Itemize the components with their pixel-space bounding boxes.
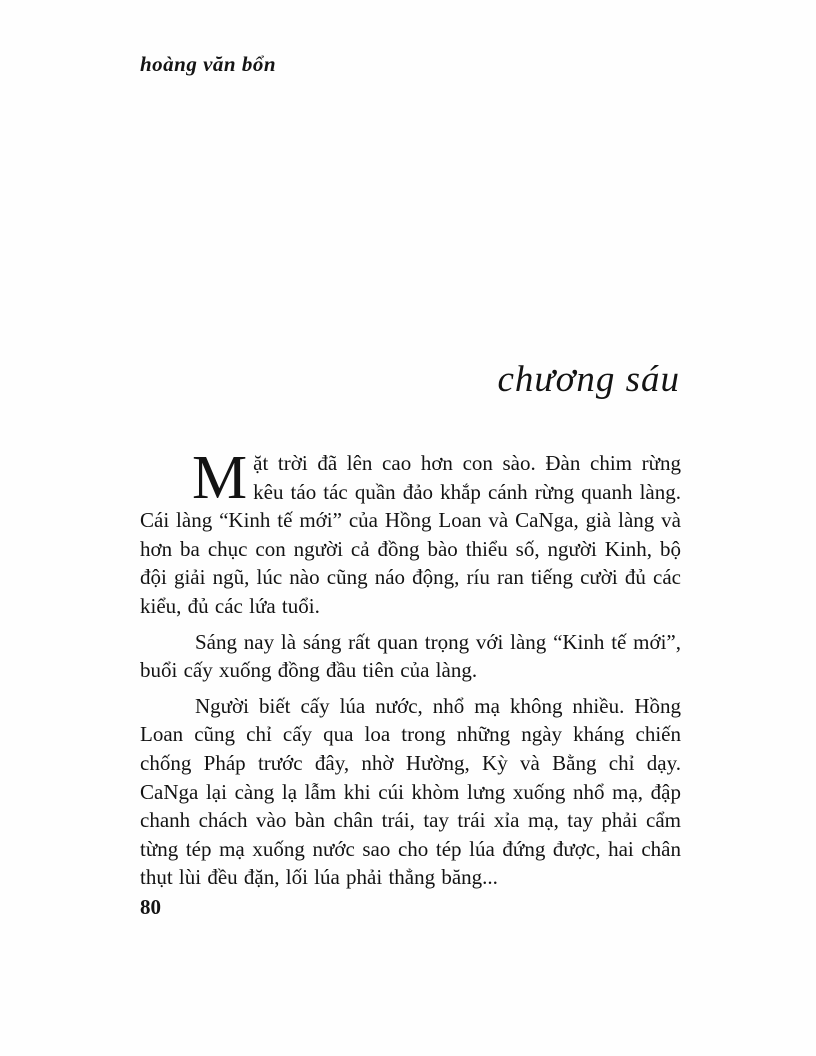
body-paragraph xyxy=(140,444,681,621)
paragraph-text: Sáng nay là sáng rất quan trọng với làng “Kinh tế mới”, buổi cấy xuống đồng đầu tiên của làng. xyxy=(140,629,681,683)
chapter-heading: chương sáu xyxy=(497,359,680,400)
paragraph-text: ặt trời đã lên cao hơn con sào. Đàn chim rừng kêu táo tác quần đảo khắp cánh rừng quanh làng. Cái làng “Kinh tế mới” của Hồng Loan và CaNga, già làng và hơn ba chục con người cả đồng bào thiểu số, người Kinh, bộ đội giải ngũ, lúc nào cũng náo động, ríu ran tiếng cười đủ các kiểu, đủ các lứa tuổi. xyxy=(140,451,681,618)
drop-cap-letter: M xyxy=(192,444,248,512)
body-paragraph xyxy=(140,692,681,892)
paragraph-text: Người biết cấy lúa nước, nhổ mạ không nhiều. Hồng Loan cũng chỉ cấy qua loa trong những ngày kháng chiến chống Pháp trước đây, nhờ Hường, Kỳ và Bằng chỉ dạy. CaNga lại càng lạ lẫm khi cúi khòm lưng xuống nhổ mạ, đập chanh chách vào bàn chân trái, tay trái xỉa mạ, tay phải cẩm từng tép mạ xuống nước sao cho tép lúa đứng được, hai chân thụt lùi đều đặn, lối lúa phải thẳng băng... xyxy=(140,693,681,890)
body-paragraph xyxy=(140,628,681,685)
running-header-author: hoàng văn bổn xyxy=(140,52,277,76)
page-number: 80 xyxy=(140,895,161,919)
body-text-block xyxy=(140,444,681,899)
